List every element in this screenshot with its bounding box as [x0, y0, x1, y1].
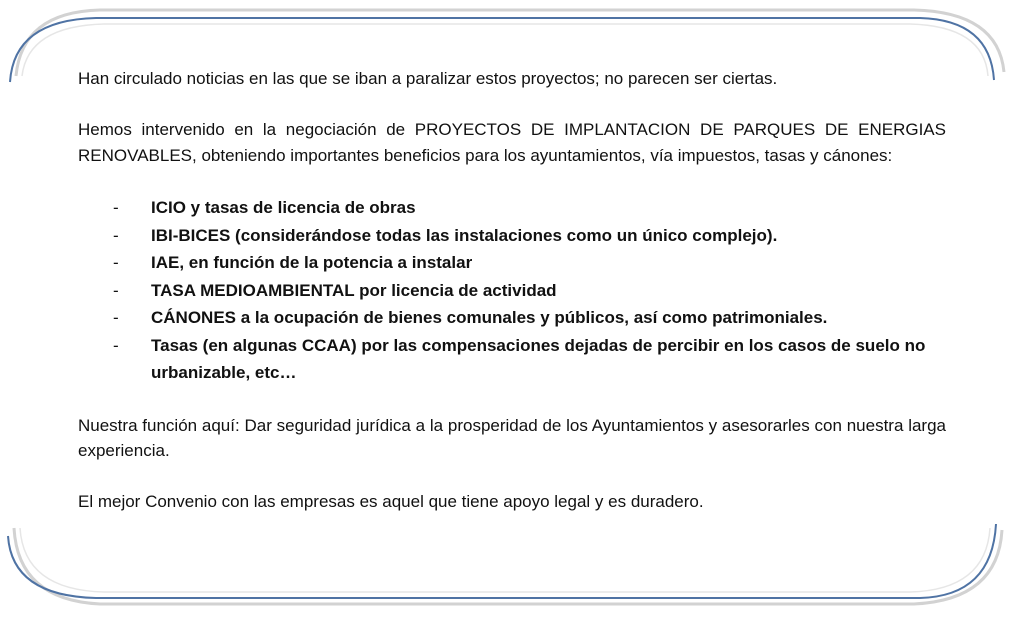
bullet-dash: - [113, 335, 119, 355]
document-body [78, 66, 946, 515]
list-item [78, 249, 946, 277]
list-item [78, 332, 946, 387]
intro-paragraph: Han circulado noticias en las que se iban a paralizar estos proyectos; no parecen ser ciertas. [78, 69, 778, 88]
frame-bottom-inner-line [20, 528, 990, 592]
bullet-dash: - [113, 225, 119, 245]
role-paragraph: Nuestra función aquí: Dar seguridad jurídica a la prosperidad de los Ayuntamientos y asesorarles con nuestra larga experiencia. [78, 415, 946, 460]
list-item [78, 304, 946, 332]
list-item-text: IAE, en función de la potencia a instalar [151, 253, 473, 272]
bullet-dash: - [113, 253, 119, 272]
list-item-text: CÁNONES a la ocupación de bienes comunales y públicos, así como patrimoniales. [151, 308, 828, 327]
bullet-dash: - [113, 198, 119, 217]
list-item-text: ICIO y tasas de licencia de obras [151, 198, 416, 217]
bullet-dash: - [113, 308, 119, 327]
list-item-text: IBI-BICES (considerándose todas las instalaciones como un único complejo). [151, 225, 778, 245]
list-item [78, 222, 946, 250]
frame-bottom-blue-line [8, 524, 996, 598]
bullet-dash: - [113, 280, 119, 300]
list-item-text: Tasas (en algunas CCAA) por las compensaciones dejadas de percibir en los casos de suelo no urbanizable, etc… [151, 335, 926, 382]
list-item [78, 194, 946, 222]
list-item-text: TASA MEDIOAMBIENTAL por licencia de actividad [151, 280, 557, 300]
closing-paragraph: El mejor Convenio con las empresas es aquel que tiene apoyo legal y es duradero. [78, 492, 704, 511]
benefits-list [78, 194, 946, 387]
negotiation-paragraph: Hemos intervenido en la negociación de PROYECTOS DE IMPLANTACION DE PARQUES DE ENERGIAS RENOVABLES, obteniendo importantes beneficios para los ayuntamientos, vía impuestos, tasas y cánones: [78, 120, 946, 165]
list-item [78, 277, 946, 305]
frame-bottom-gray-line [14, 528, 1002, 604]
